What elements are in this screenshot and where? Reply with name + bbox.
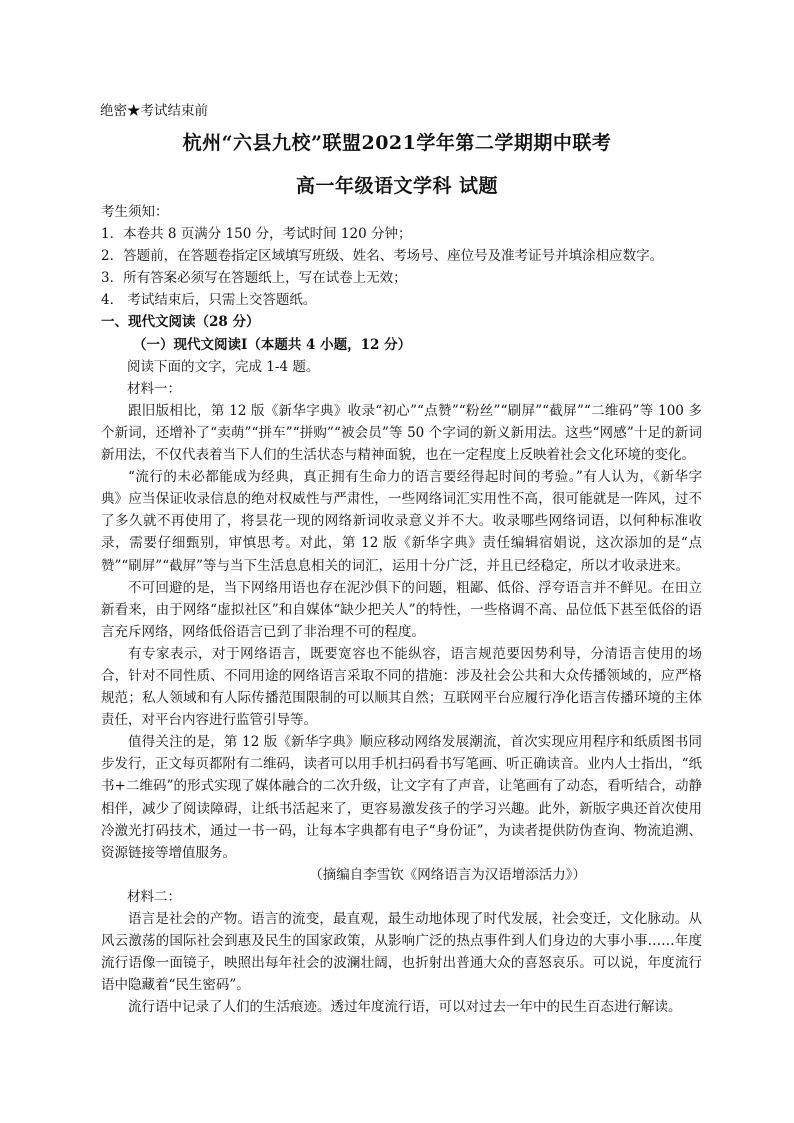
notice-item: 4． 考试结束后，只需上交答题纸。 <box>101 292 317 309</box>
notice-item: 3．所有答案必须写在答题纸上，写在试卷上无效； <box>101 270 407 287</box>
material2-label: 材料二： <box>127 888 181 905</box>
paragraph: 跟旧版相比，第 12 版《新华字典》收录“初心”“点赞”“粉丝”“刷屏”“截屏”“二维码”等 100 多个新词，还增补了“卖萌”“拼车”“拼购”“被会员”等 50 个字词的新义新用法。这些“网感”十足的新词新用法，不仅代表着当下人们的生活状态与精神面貌，也在一定程度上反映着社会文化环境的变化。 <box>101 402 702 464</box>
page-subtitle: 高一年级语文学科 试题 <box>295 175 499 197</box>
material1-source: （摘编自李雪钦《网络语言为汉语增添活力》） <box>309 866 586 883</box>
page-title: 杭州“六县九校”联盟2021学年第二学期期中联考 <box>182 132 612 154</box>
notice-item: 2．答题前，在答题卷指定区域填写班级、姓名、考场号、座位号及准考证号并填涂相应数字。 <box>101 248 664 265</box>
paragraph: 有专家表示，对于网络语言，既要宽容也不能纵容，语言规范要因势利导，分清语言使用的场合，针对不同性质、不同用途的网络语言采取不同的措施：涉及社会公共和大众传播领域的，应严格规范；私人领域和有人际传播范围限制的可以顺其自然；互联网平台应履行净化语言传播环境的主体责任，对平台内容进行监管引导等。 <box>101 645 702 729</box>
notice-item: 1．本卷共 8 页满分 150 分，考试时间 120 分钟； <box>101 226 412 243</box>
document-body <box>101 201 702 1018</box>
paragraph: 值得关注的是，第 12 版《新华字典》顺应移动网络发展潮流，首次实现应用程序和纸质图书同步发行，正文每页都附有二维码，读者可以用手机扫码看书写笔画、听正确读音。业内人士指出，“纸书+二维码”的形式实现了媒体融合的二次升级，让文字有了声音，让笔画有了动态，看听结合，动静相伴，减少了阅读障碍，让纸书活起来了，更容易激发孩子的学习兴趣。此外，新版字典还首次使用冷激光打码技术，通过一书一码，让每本字典都有电子“身份证”，为读者提供防伪查询、物流追溯、资源链接等增值服务。 <box>101 734 702 861</box>
paragraph: “流行的未必都能成为经典，真正拥有生命力的语言要经得起时间的考验。”有人认为，《新华字典》应当保证收录信息的绝对权威性与严肃性，一些网络词汇实用性不高，很可能就是一阵风，过不了多久就不再使用了，将昙花一现的网络新词收录意义并不大。收录哪些网络词语，以何种标准收录，需要仔细甄别，审慎思考。对此，第 12 版《新华字典》责任编辑宿娟说，这次添加的是“点赞”“刷屏”“截屏”等与当下生活息息相关的词汇，运用十分广泛，并且已经稳定，所以才收录进来。 <box>101 469 702 574</box>
secret-mark: 绝密★考试结束前 <box>100 103 208 119</box>
section-heading: 一、现代文阅读（28 分） <box>101 314 260 331</box>
notice-heading: 考生须知： <box>101 204 169 220</box>
paragraph: 流行语中记录了人们的生活痕迹。透过年度流行语，可以对过去一年中的民生百态进行解读。 <box>128 999 682 1016</box>
paragraph: 语言是社会的产物。语言的流变，最直观，最生动地体现了时代发展，社会变迁，文化脉动。从风云激荡的国际社会到惠及民生的国家政策，从影响广泛的热点事件到人们身边的大事小事……年度流行语像一面镜子，映照出每年社会的波澜壮阔，也折射出普通大众的喜怒哀乐。可以说，年度流行语中隐藏着“民生密码”。 <box>101 911 702 994</box>
part-heading: （一）现代文阅读Ⅰ（本题共 4 小题，12 分） <box>133 336 412 353</box>
instruction: 阅读下面的文字，完成 1-4 题。 <box>127 358 320 375</box>
paragraph: 不可回避的是，当下网络用语也存在泥沙俱下的问题，粗鄙、低俗、浮夸语言并不鲜见。在田立新看来，由于网络“虚拟社区”和自媒体“缺少把关人”的特性，一些格调不高、品位低下甚至低俗的语言充斥网络，网络低俗语言已到了非治理不可的程度。 <box>101 579 702 640</box>
material1-label: 材料一： <box>127 380 181 397</box>
